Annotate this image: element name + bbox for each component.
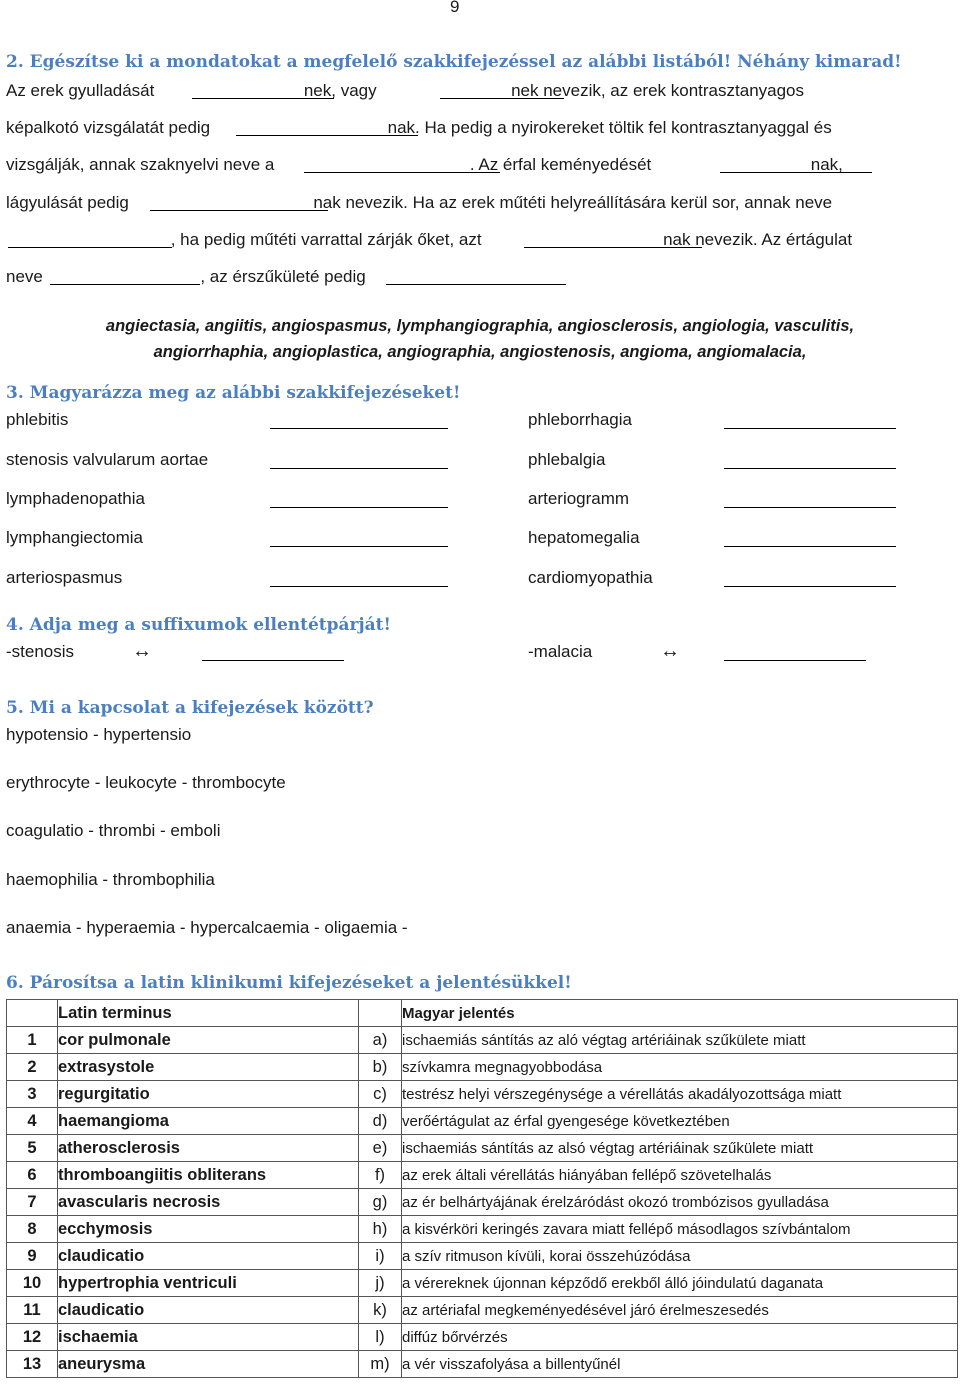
table-row <box>7 1243 958 1270</box>
text: nek nevezik, az erek kontrasztanyagos <box>511 81 805 100</box>
answer-line-right-3[interactable] <box>724 507 896 508</box>
row-num: 1 <box>7 1027 58 1054</box>
hungarian-meaning: a vérereknek újonnan képződő erekből álló jóindulatú daganata <box>402 1270 958 1297</box>
term-right-2: phlebalgia <box>528 450 606 469</box>
table-row <box>7 1270 958 1297</box>
blank-10[interactable] <box>386 284 566 285</box>
table-row <box>7 1216 958 1243</box>
row-num: 8 <box>7 1216 58 1243</box>
row-letter: l) <box>359 1324 402 1351</box>
table-row <box>7 1135 958 1162</box>
text: , ha pedig műtéti varrattal zárják őket, azt <box>170 230 482 249</box>
matching-table <box>6 999 958 1378</box>
row-letter: m) <box>359 1351 402 1378</box>
hungarian-meaning: a vér visszafolyása a billentyűnél <box>402 1351 958 1378</box>
bidirectional-arrow-icon: ↔ <box>660 640 680 662</box>
blank-8[interactable] <box>524 247 702 248</box>
row-num: 2 <box>7 1054 58 1081</box>
blank-5[interactable] <box>720 172 872 173</box>
latin-term: haemangioma <box>58 1108 359 1135</box>
hungarian-meaning: diffúz bőrvérzés <box>402 1324 958 1351</box>
answer-line-left-2[interactable] <box>270 468 448 469</box>
page-number: 9 <box>450 0 460 16</box>
latin-term: claudicatio <box>58 1297 359 1324</box>
row-num: 5 <box>7 1135 58 1162</box>
text: nek, vagy <box>303 81 377 100</box>
text: képalkotó vizsgálatát pedig <box>6 118 211 137</box>
relation-item-1: hypotensio - hypertensio <box>6 725 192 744</box>
text: neve <box>6 267 43 286</box>
header-letter <box>359 1000 402 1027</box>
row-letter: h) <box>359 1216 402 1243</box>
row-num: 6 <box>7 1162 58 1189</box>
text: lágyulását pedig <box>6 193 129 212</box>
table-row <box>7 1027 958 1054</box>
task2-line2 <box>6 118 832 138</box>
suffix-right: -malacia <box>528 642 593 661</box>
header-latin: Latin terminus <box>58 1000 359 1027</box>
hungarian-meaning: az artériafal megkeményedésével járó érelmeszesedés <box>402 1297 958 1324</box>
hungarian-meaning: a szív ritmuson kívüli, korai összehúzódása <box>402 1243 958 1270</box>
hungarian-meaning: testrész helyi vérszegénysége a vérellátás akadályozottsága miatt <box>402 1081 958 1108</box>
blank-1[interactable] <box>192 98 334 99</box>
text: nak. Ha pedig a nyirokereket töltik fel kontrasztanyaggal és <box>387 118 832 137</box>
table-row <box>7 1297 958 1324</box>
row-letter: e) <box>359 1135 402 1162</box>
hungarian-meaning: szívkamra megnagyobbodása <box>402 1054 958 1081</box>
answer-line-right-5[interactable] <box>724 586 896 587</box>
text: nak nevezik. Az értágulat <box>663 230 853 249</box>
suffix-left: -stenosis <box>6 642 75 661</box>
relation-item-4: haemophilia - thrombophilia <box>6 870 215 889</box>
text: Az erek gyulladását <box>6 81 155 100</box>
task2-line4 <box>6 193 832 213</box>
row-num: 3 <box>7 1081 58 1108</box>
answer-line-right-1[interactable] <box>724 428 896 429</box>
header-num <box>7 1000 58 1027</box>
row-num: 13 <box>7 1351 58 1378</box>
table-row <box>7 1108 958 1135</box>
term-right-1: phleborrhagia <box>528 410 632 429</box>
blank-6[interactable] <box>150 210 328 211</box>
answer-line-left-5[interactable] <box>270 586 448 587</box>
answer-line-left-4[interactable] <box>270 546 448 547</box>
latin-term: avascularis necrosis <box>58 1189 359 1216</box>
latin-term: thromboangiitis obliterans <box>58 1162 359 1189</box>
latin-term: hypertrophia ventriculi <box>58 1270 359 1297</box>
hungarian-meaning: ischaemiás sántítás az alsó végtag artériáinak szűkülete miatt <box>402 1135 958 1162</box>
latin-term: atherosclerosis <box>58 1135 359 1162</box>
latin-term: ecchymosis <box>58 1216 359 1243</box>
term-right-4: hepatomegalia <box>528 528 640 547</box>
table-row <box>7 1189 958 1216</box>
hungarian-meaning: ischaemiás sántítás az aló végtag artériáinak szűkülete miatt <box>402 1027 958 1054</box>
row-letter: g) <box>359 1189 402 1216</box>
answer-line-right-2[interactable] <box>724 468 896 469</box>
hungarian-meaning: az ér belhártyájának érelzáródást okozó trombózisos gyulladása <box>402 1189 958 1216</box>
term-right-5: cardiomyopathia <box>528 568 653 587</box>
text: vizsgálják, annak szaknyelvi neve a <box>6 155 275 174</box>
term-left-2: stenosis valvularum aortae <box>6 450 209 469</box>
term-left-5: arteriospasmus <box>6 568 123 587</box>
row-num: 4 <box>7 1108 58 1135</box>
blank-2[interactable] <box>440 98 564 99</box>
task2-line1 <box>6 81 804 101</box>
row-letter: d) <box>359 1108 402 1135</box>
bidirectional-arrow-icon: ↔ <box>132 640 152 662</box>
row-letter: a) <box>359 1027 402 1054</box>
term-left-3: lymphadenopathia <box>6 489 145 508</box>
task5-heading: 5. Mi a kapcsolat a kifejezések között? <box>6 698 374 718</box>
row-letter: k) <box>359 1297 402 1324</box>
text: , az érszűkületé pedig <box>200 267 366 286</box>
row-letter: i) <box>359 1243 402 1270</box>
word-list-line-1: angiectasia, angiitis, angiospasmus, lymphangiographia, angiosclerosis, angiologia, vasculitis, <box>105 317 855 335</box>
row-letter: f) <box>359 1162 402 1189</box>
table-row <box>7 1054 958 1081</box>
answer-line-right-4[interactable] <box>724 546 896 547</box>
text: nak, <box>810 155 843 174</box>
latin-term: extrasystole <box>58 1054 359 1081</box>
hungarian-meaning: az erek általi vérellátás hiányában fellépő szövetelhalás <box>402 1162 958 1189</box>
table-row <box>7 1351 958 1378</box>
suffix-answer-left[interactable] <box>202 660 344 661</box>
table-row <box>7 1324 958 1351</box>
relation-item-3: coagulatio - thrombi - emboli <box>6 821 221 840</box>
row-letter: b) <box>359 1054 402 1081</box>
table-header-row <box>7 1000 958 1027</box>
task2-heading: 2. Egészítse ki a mondatokat a megfelelő szakkifejezéssel az alábbi listából! Néhány kimarad! <box>6 52 902 72</box>
latin-term: ischaemia <box>58 1324 359 1351</box>
text: nak nevezik. Ha az erek műtéti helyreállítására kerül sor, annak neve <box>313 193 833 212</box>
answer-line-left-1[interactable] <box>270 428 448 429</box>
term-left-1: phlebitis <box>6 410 69 429</box>
row-letter: c) <box>359 1081 402 1108</box>
task4-heading: 4. Adja meg a suffixumok ellentétpárját! <box>6 615 391 635</box>
task3-heading: 3. Magyarázza meg az alábbi szakkifejezéseket! <box>6 383 461 403</box>
row-num: 7 <box>7 1189 58 1216</box>
blank-4[interactable] <box>304 172 500 173</box>
hungarian-meaning: a kisvérköri keringés zavara miatt fellépő másodlagos szívbántalom <box>402 1216 958 1243</box>
latin-term: claudicatio <box>58 1243 359 1270</box>
latin-term: aneurysma <box>58 1351 359 1378</box>
blank-3[interactable] <box>236 135 418 136</box>
relation-item-2: erythrocyte - leukocyte - thrombocyte <box>6 773 286 792</box>
relation-item-5: anaemia - hyperaemia - hypercalcaemia - oligaemia - <box>6 918 408 937</box>
text: . Az érfal keményedését <box>469 155 652 174</box>
header-hungarian: Magyar jelentés <box>402 1000 958 1027</box>
table-row <box>7 1081 958 1108</box>
suffix-answer-right[interactable] <box>724 660 866 661</box>
term-left-4: lymphangiectomia <box>6 528 144 547</box>
row-num: 9 <box>7 1243 58 1270</box>
blank-9[interactable] <box>50 284 200 285</box>
row-num: 10 <box>7 1270 58 1297</box>
hungarian-meaning: verőértágulat az érfal gyengesége következtében <box>402 1108 958 1135</box>
word-list-line-2: angiorrhaphia, angioplastica, angiographia, angiostenosis, angioma, angiomalacia, <box>153 343 807 361</box>
answer-line-left-3[interactable] <box>270 507 448 508</box>
latin-term: regurgitatio <box>58 1081 359 1108</box>
row-num: 12 <box>7 1324 58 1351</box>
row-num: 11 <box>7 1297 58 1324</box>
blank-7[interactable] <box>8 247 172 248</box>
latin-term: cor pulmonale <box>58 1027 359 1054</box>
term-right-3: arteriogramm <box>528 489 630 508</box>
task6-heading: 6. Párosítsa a latin klinikumi kifejezéseket a jelentésükkel! <box>6 973 572 993</box>
table-row <box>7 1162 958 1189</box>
row-letter: j) <box>359 1270 402 1297</box>
